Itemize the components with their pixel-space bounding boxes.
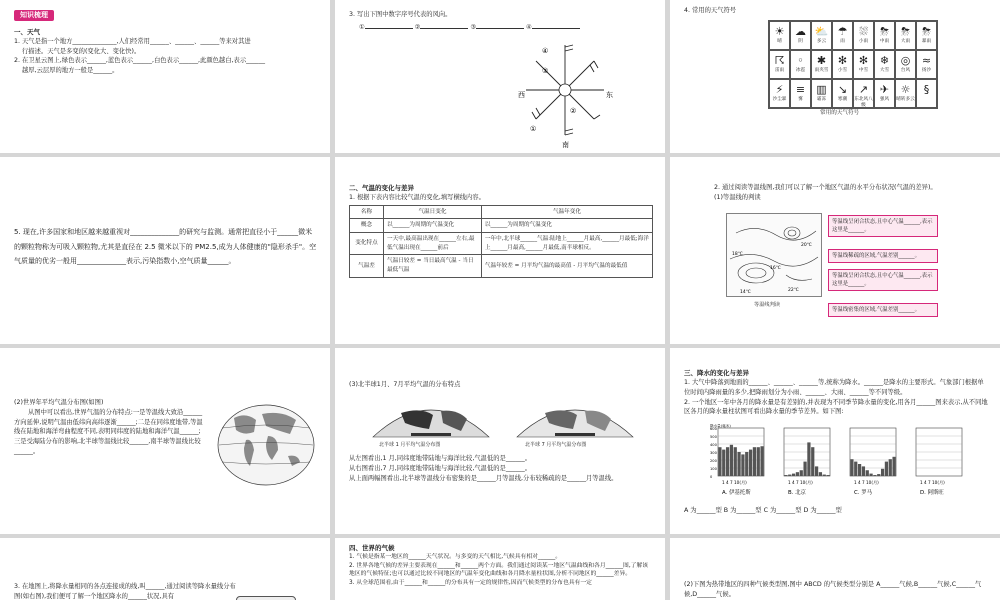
precip-bar [892,457,895,476]
weather-icon: ⛅ [814,25,829,38]
weather-symbol-label: 大雨 [900,39,911,44]
weather-symbol-cell [853,79,874,108]
answer-label: ④ [526,23,532,31]
col-header: 气温年变化 [481,205,652,219]
num-label: ③ [542,67,549,75]
precip-bar [877,474,880,476]
map-caption: 北半球 1 月平均气温分布图 [379,442,441,448]
weather-icon: ⛈ [901,25,910,38]
weather-symbol-label: 暴雨 [921,39,932,44]
precip-bar [722,450,725,476]
weather-symbol-label: 多云 [816,39,827,44]
x-axis-label: 1 4 7 10(月) [854,480,879,485]
sub-title: (2)世界年平均气温分布图(如图) [14,399,104,406]
y-tick-label: 200 [710,459,717,463]
cell: 一天中,最高温出现在______左右,最低气温出现在______前后 [384,233,482,255]
precip-bar [811,447,814,476]
precip-bar [854,462,857,476]
precip-bar [889,459,892,476]
weather-symbol-cell [832,50,853,79]
precip-bar [745,452,748,476]
isotherm-map [726,213,822,297]
weather-icon: ☀ [774,25,785,38]
precip-bar [784,475,787,476]
weather-symbol-cell [874,79,895,108]
section-heading: 四、世界的气候 [349,544,395,552]
iso-label: 18℃ [732,252,743,257]
weather-icon: ▥ [816,83,827,96]
weather-symbol-label: 沙尘暴 [772,97,787,102]
precip-bar [862,466,865,476]
precip-bar [788,475,791,476]
slide-world-climate[interactable] [335,538,665,600]
line: 1. 天气是指一个地方______________,人们经常用______、______、______等来对其进 [14,37,251,45]
x-axis-label: 1 4 7 10(月) [722,480,747,485]
cell: 一年中,北半球______气温:陆地上______月最高,______月最低;海洋上______月最高,______月最低,南半球相反。 [481,233,652,255]
weather-symbol-cell [769,79,790,108]
weather-symbol-cell [916,21,937,50]
symbol-grid [768,20,938,109]
weather-symbol-label: 扬沙 [921,68,932,73]
sub-title: (3)北半球1月、7月平均气温的分布特点 [349,381,461,388]
line: 从上面两幅图看出,北半球等温线分布密集的是______月等温线,分布较稀疏的是______月等温线。 [349,474,618,482]
num-label: ② [570,107,577,115]
precip-chart [908,424,974,502]
weather-symbol-cell [853,21,874,50]
note-box: 等温线密集的区域,气温差别______。 [828,303,938,317]
weather-symbol-label: 晴转多云 [896,97,915,102]
precip-bar [873,475,876,476]
cell: 以______为周期的气温变化 [481,219,652,233]
weather-icon: ✻ [837,54,848,67]
slide-precipitation[interactable] [670,348,1000,534]
weather-symbol-label: 小雪 [837,68,848,73]
x-axis-label: 1 4 7 10(月) [788,480,813,485]
weather-symbol-cell [874,21,895,50]
weather-symbol-label: 冰雹 [795,68,806,73]
weather-icon: ☼ [900,83,911,96]
chart-caption: C. 罗马 [854,490,872,496]
paragraph: 从图中可以看出,世界气温的分布特点:一是等温线大致沿______方向延伸,说明气温由低纬向高纬逐渐______;二是在同纬度地带,等温线在陆地和海洋弯曲程度不同,表明同纬度的陆地和海洋气温______;三是受海陆分布的影响,北半球等温线比较______,南半球等温线比较______。 [14,408,203,455]
july-map [515,393,635,439]
weather-icon: ☈ [774,54,785,67]
intro: 1. 根据下表内容比较气温的变化,填写横线内容。 [349,194,485,202]
weather-symbol-label: 雾 [798,97,803,102]
sub-title: (1)等温线的判读 [714,193,761,201]
y-tick-label: 600 [710,427,717,431]
y-tick-label: 400 [710,443,717,447]
precip-bar [753,447,756,476]
num-label: ① [530,125,537,133]
weather-icon: ✻ [858,54,869,67]
weather-symbol-label: 雨 [840,39,845,44]
cell: 概念 [350,219,384,233]
line: 2. 一个地区一年中各月的降水量是有差别的,并表现为不同季节降水量的变化,用各月______图来表示,从不同地区各月的降水量柱状图可看出降水量的季节差异。如下图: [684,398,988,416]
scale-bar [236,596,296,600]
y-tick-label: 500 [710,435,717,439]
weather-icon: ⛈ [880,25,889,38]
knowledge-tag: 知识梳理 [14,10,54,21]
weather-icon: ⛈ [922,25,931,38]
dir-west: 西 [518,91,525,99]
answer-line: A 为______型 B 为______型 C 为______型 D 为______型 [684,507,842,514]
iso-label: 14℃ [740,290,751,295]
table-row [350,255,653,277]
weather-symbol-label: 雷雨 [774,68,785,73]
slide-air-quality[interactable] [0,157,330,344]
weather-symbol-label: 阴 [798,39,803,44]
weather-icon: ↘ [837,83,848,96]
slide-wind-direction[interactable] [335,0,665,153]
weather-symbol-cell [895,50,916,79]
weather-icon: ☂ [837,25,848,38]
precip-bar [760,446,763,476]
weather-icon: ❄ [879,54,890,67]
weather-symbol-cell [895,21,916,50]
chart-caption: D. 阿斯旺 [920,490,944,496]
line: 从右图看出,7 月,同纬度地带陆地与海洋比较,气温低的是______。 [349,464,532,472]
weather-symbol-label: 台风 [900,68,911,73]
line: 3. 从全球范围看,由于______和______的分布具有一定的规律性,因而气候类型的分布也具有一定 [349,579,592,586]
precip-bar [869,474,872,476]
dir-east: 东 [606,91,613,99]
cell: 变化特点 [350,233,384,255]
weather-symbol-label: 寒潮 [837,97,848,102]
weather-symbol-label: 霜冻 [816,97,827,102]
symbol-caption: 常用的天气符号 [820,110,860,116]
precip-bar [823,475,826,476]
weather-icon: ◦ [797,54,804,67]
compare-table [349,205,653,278]
precip-bar [734,447,737,476]
weather-symbol-label: 大雪 [879,68,890,73]
cell: 气温差 [350,255,384,277]
section-heading: 二、气温的变化与差异 [349,184,414,192]
precip-bar [803,462,806,476]
chart-caption: B. 北京 [788,490,806,496]
map-caption: 等温线判读 [754,302,780,308]
precip-chart [776,424,842,502]
cell: 气温日较差 = 当日最高气温 - 当日最低气温 [384,255,482,277]
weather-icon: § [923,83,930,96]
table-row [350,219,653,233]
answer-label: ③ [470,23,476,31]
weather-symbol-cell [811,79,832,108]
weather-icon: ≈ [921,54,932,67]
weather-symbol-cell [769,50,790,79]
line: 1. 大气中降落到地面的______、______、______等,统称为降水。______是降水的主要形式。气象部门根据单位时间内降雨量的多少,把降雨划分为小雨、______、大雨、______等不同等级。 [684,379,984,396]
weather-symbol-label: 中雪 [858,68,869,73]
iso-label: 22℃ [788,288,799,293]
weather-symbol-cell [874,50,895,79]
weather-symbol-cell [790,21,811,50]
iso-label: 20℃ [801,243,812,248]
slide-january-july[interactable] [335,348,665,534]
precip-bar [718,447,721,476]
weather-symbol-cell [832,21,853,50]
precip-bar [796,472,799,476]
note-box: 等温线稀疏的区域,气温差别______。 [828,249,938,263]
cell: 气温年较差 = 月平均气温的最高值 - 月平均气温的最低值 [481,255,652,277]
slide-tropical-climate[interactable] [670,538,1000,600]
y-tick-label: 100 [710,467,717,471]
slide-world-temperature[interactable] [0,348,330,534]
weather-symbol-label: 雨夹雪 [814,68,829,73]
answer-label: ① [359,23,365,31]
weather-icon: ≡ [795,83,806,96]
cell: 以______为周期的气温变化 [384,219,482,233]
y-axis-title: 降水量(毫米) [710,424,731,428]
weather-symbol-label: 东北风八级 [854,97,873,108]
slide-weather-basics[interactable] [0,0,330,153]
y-tick-label: 300 [710,451,717,455]
line: 1. 气候是指某一地区的______天气状况。与多变的天气相比,气候具有相对______。 [349,554,562,561]
iso-label: 16℃ [770,266,781,271]
precip-bar [749,450,752,476]
slide-isohyet[interactable] [0,538,330,600]
weather-symbol-label: 小雨 [858,39,869,44]
weather-icon: ⛆ [859,25,868,38]
note-box: 等温线呈闭合状态,且中心气温______,表示这里是______。 [828,269,938,291]
weather-icon: ✱ [816,54,827,67]
weather-symbol-cell [811,21,832,50]
weather-icon: ⚡ [775,83,784,96]
slide-temperature-table[interactable] [335,157,665,344]
precip-bar [850,459,853,476]
slide-weather-symbols[interactable] [670,0,1000,153]
chart-caption: A. 伊基托斯 [722,490,751,496]
weather-symbol-label: 中雨 [879,39,890,44]
weather-symbol-cell [790,50,811,79]
precip-bar [800,470,803,476]
precip-bar [757,447,760,476]
paragraph: 5. 现在,许多国家和地区越来越重视对______________的研究与监测。通常把直径小于______微米的颗粒物称为可吸入颗粒物,尤其是直径在 2.5 微米以下的 PM2.5,成为人体健康的"隐形杀手"。空气质量的优劣一般用______________表示,污染指数小,空气质量______。 [14,228,317,266]
dir-south: 南 [562,141,569,149]
x-axis-label: 1 4 7 10(月) [920,480,945,485]
answer-label: ② [414,23,421,31]
wind-diagram [510,35,620,150]
line: 从左图看出,1 月,同纬度地带陆地与海洋比较,气温低的是______。 [349,455,532,462]
question-title: 3. 写出下图中数字序号代表的风向。 [349,11,452,18]
precip-bar [866,470,869,476]
precip-bar [885,462,888,476]
precip-bar [881,469,884,476]
question-title: 2. 通过阅读等温线图,我们可以了解一个地区气温的水平分布状况(气温的差异)。 [714,184,937,191]
question-title: 4. 常用的天气符号 [684,7,737,14]
weather-symbol-cell [916,79,937,108]
january-map [371,393,491,439]
precip-bar [730,445,733,476]
weather-symbol-cell [916,50,937,79]
line: 2. 世界各地气候的差异主要表现在______和______两个方面。我们通过阅读某一地区气温曲线和各月______图,了解该地区的气候特征;也可以通过比较不同地区的气温年变化曲线和各月降水量柱状图,分析不同地区的______差异。 [349,562,649,578]
precip-charts [710,424,970,506]
precip-bar [737,452,740,476]
num-label: ④ [542,47,549,55]
answer-row [349,23,653,33]
paragraph: 3. 在地图上,将降水量相同的各点连接成的线,叫______,通过阅读等降水量线分布图(如右图),我们便可了解一个地区降水的______状况,具有 [14,583,236,600]
section-heading: 三、降水的变化与差异 [684,369,749,377]
col-header: 名称 [350,205,384,219]
weather-icon: ◎ [900,54,911,67]
note-box: 等温线呈闭合状态,且中心气温______,表示这里是______。 [828,215,938,237]
weather-symbol-cell [811,50,832,79]
precip-bar [826,475,829,476]
weather-icon: ☁ [795,25,806,38]
weather-symbol-cell [769,21,790,50]
precip-bar [858,464,861,476]
precip-bar [792,474,795,476]
line: 2. 在卫星云图上,绿色表示______,蓝色表示______,白色表示______,此颜色越白,表示______ [14,57,266,65]
y-tick-label: 0 [710,475,713,479]
weather-symbol-label: 晴 [777,39,782,44]
weather-icon: ✈ [879,83,890,96]
map-caption: 北半球 7 月平均气温分布图 [525,442,587,448]
weather-symbol-cell [832,79,853,108]
precip-bar [726,447,729,476]
table-row [350,233,653,255]
weather-symbol-label: 强风 [879,97,890,102]
precip-chart [842,424,908,502]
precip-bar [815,466,818,476]
weather-symbol-cell [853,50,874,79]
weather-symbol-cell [895,79,916,108]
weather-icon: ↗ [858,83,869,96]
world-map [216,400,316,490]
precip-bar [819,472,822,476]
paragraph: (2)下图为热带地区的四种气候类型图,图中 ABCD 的气候类型分别是 A______气候,B______气候,C______气候,D______气候。 [684,581,982,598]
weather-symbol-cell [790,79,811,108]
col-header: 气温日变化 [384,205,482,219]
precip-bar [741,454,744,476]
line: 行描述。天气是多变的(变化大、变化快)。 [22,47,141,55]
precip-chart [710,424,776,502]
precip-bar [807,442,810,476]
line: 越厚,云层厚的地方一般是______。 [22,67,119,75]
section-heading: 一、天气 [14,27,40,36]
slide-isotherm-reading[interactable] [670,157,1000,344]
